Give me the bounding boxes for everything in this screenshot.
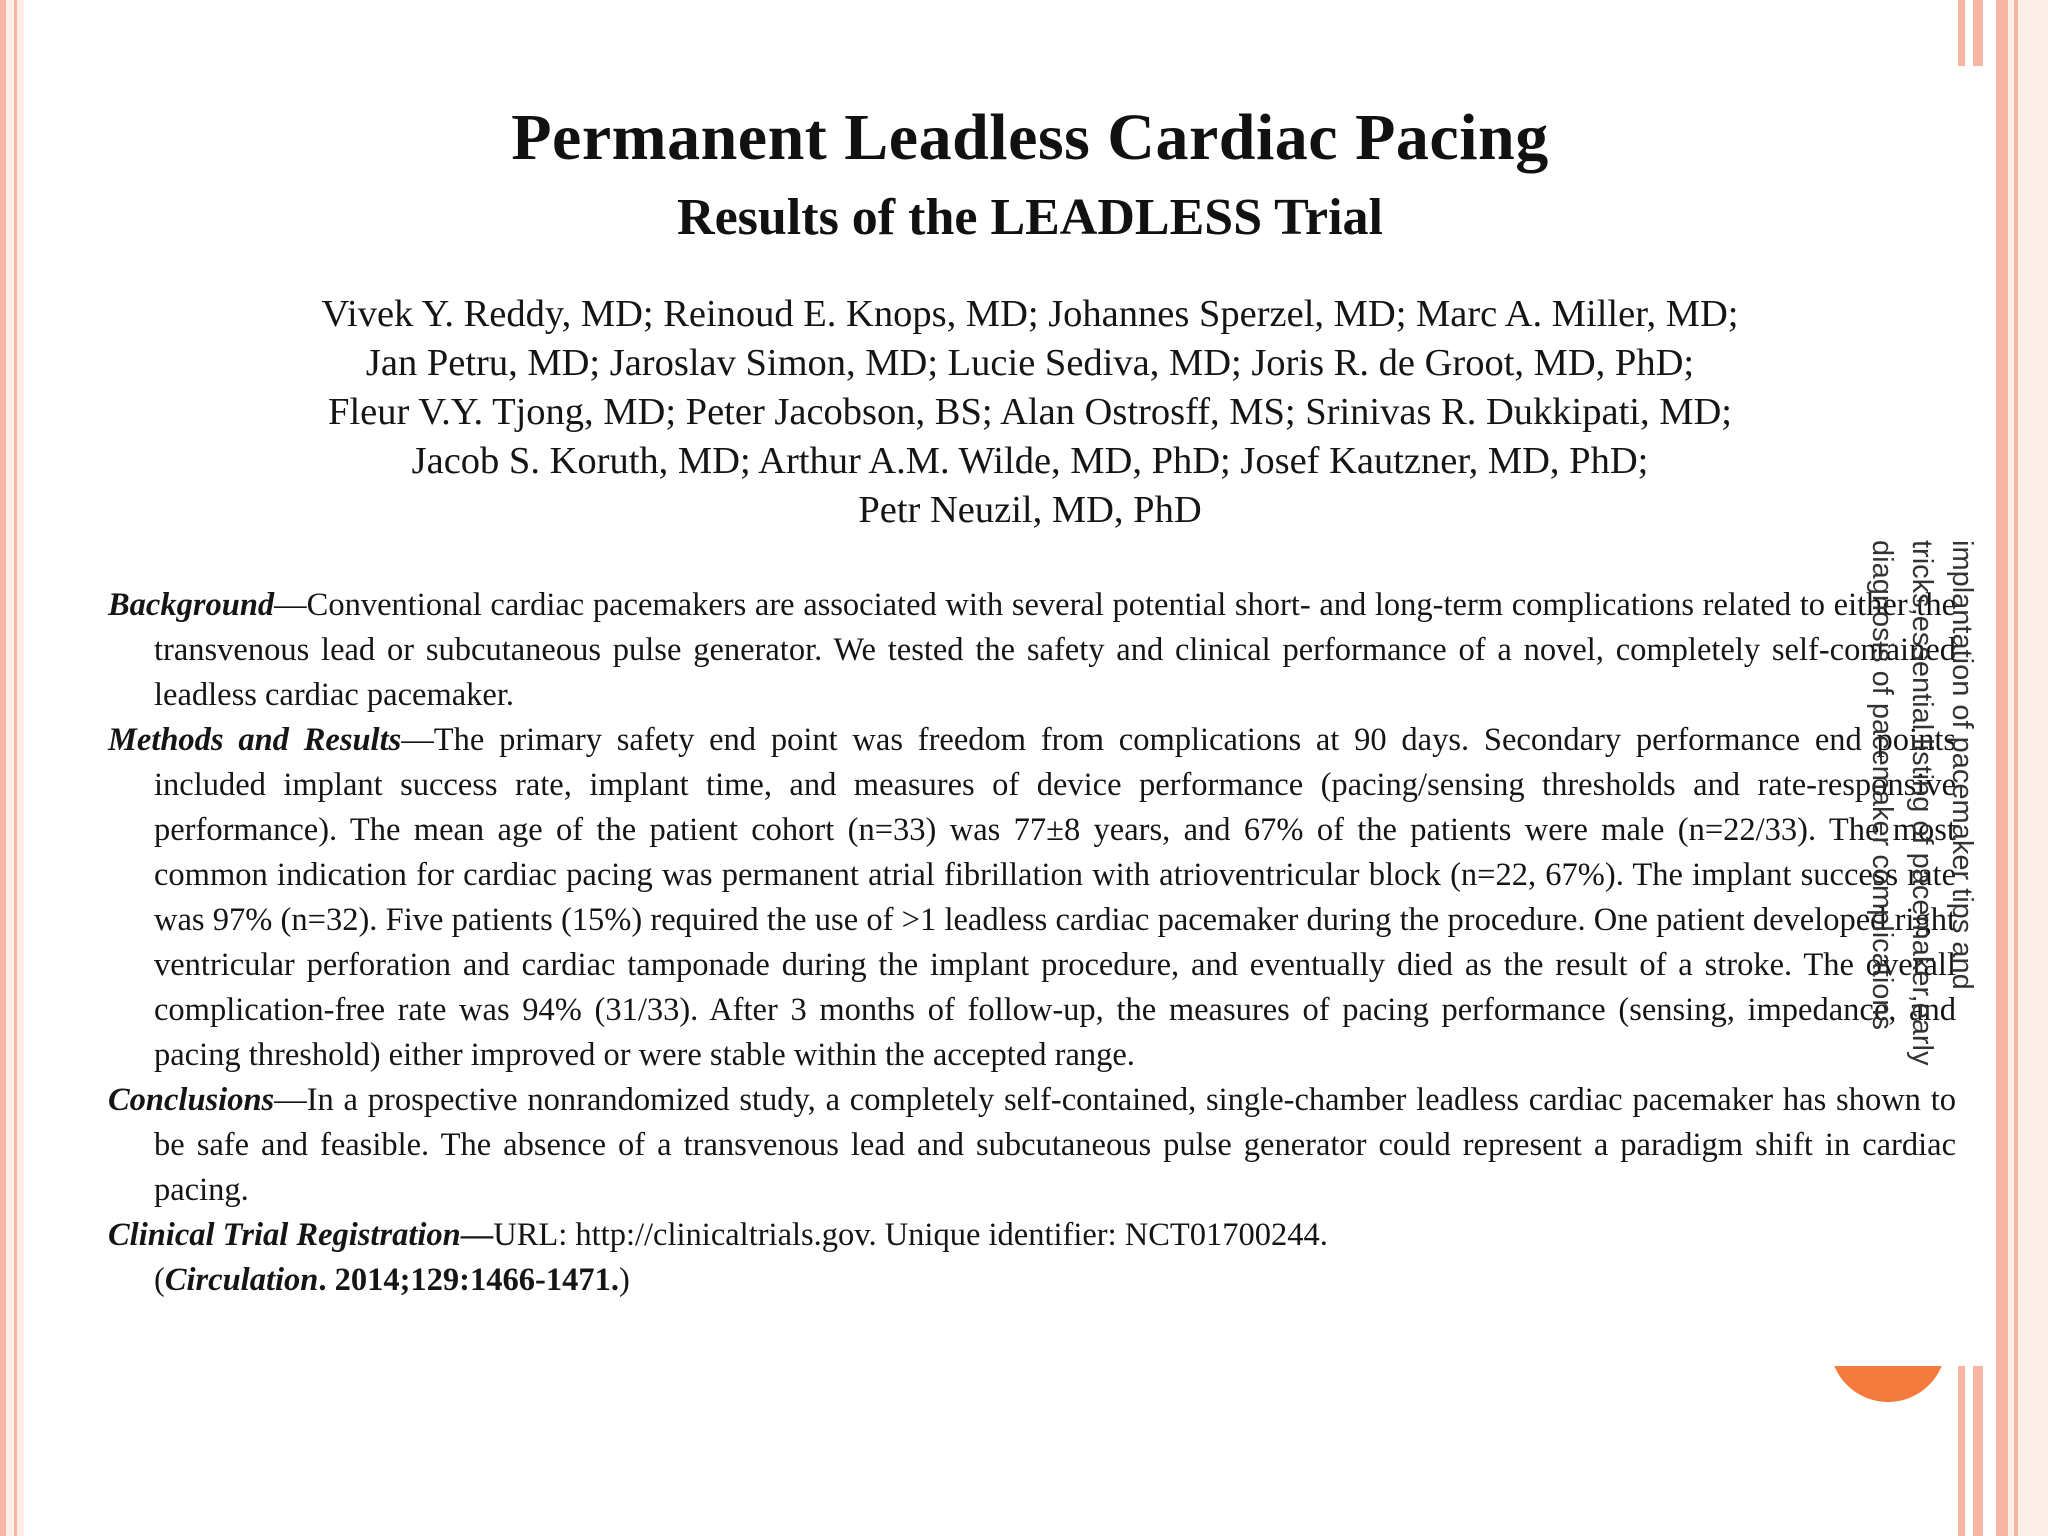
abstract-conclusions: Conclusions—In a prospective nonrandomized study, a completely self-contained, single-chamber leadless cardiac pacemaker has shown to be safe and feasible. The absence of a transvenous lead and subcutaneous pulse generator could represent a paradigm shift in cardiac pacing.	[108, 1082, 1956, 1208]
abstract-registration: Clinical Trial Registration—URL: http://clinicaltrials.gov. Unique identifier: NCT01700244.	[108, 1217, 1328, 1253]
frame-stripe-right-bottom-a	[1958, 1366, 1965, 1536]
conclusions-text: In a prospective nonrandomized study, a completely self-contained, single-chamber leadless cardiac pacemaker has shown to be safe and feasible. The absence of a transvenous lead and subcutaneous pulse generator could represent a paradigm shift in cardiac pacing.	[154, 1082, 1956, 1208]
conclusions-label: Conclusions	[108, 1082, 275, 1118]
methods-text: The primary safety end point was freedom from complications at 90 days. Secondary performance end points included implant success rate, implant time, and measures of device performance (pacing/sensing thresholds and rate-responsive performance). The mean age of the patient cohort (n=33) was 77±8 years, and 67% of the patients were male (n=22/33). The most common indication for cardiac pacing was permanent atrial fibrillation with atrioventricular block (n=22, 67%). The implant success rate was 97% (n=32). Five patients (15%) required the use of >1 leadless cardiac pacemaker during the procedure. One patient developed right ventricular perforation and cardiac tamponade during the implant procedure, and eventually died as the result of a stroke. The overall complication-free rate was 94% (31/33). After 3 months of follow-up, the measures of pacing performance (sensing, impedance, and pacing threshold) either improved or were stable within the accepted range.	[154, 722, 1956, 1073]
methods-label: Methods and Results	[108, 722, 402, 758]
author-line: Fleur V.Y. Tjong, MD; Peter Jacobson, BS; Alan Ostrosff, MS; Srinivas R. Dukkipati, MD;	[328, 391, 1732, 433]
author-line: Jacob S. Koruth, MD; Arthur A.M. Wilde, MD, PhD; Josef Kautzner, MD, PhD;	[411, 440, 1649, 482]
background-text: Conventional cardiac pacemakers are associated with several potential short- and long-term complications related to either the transvenous lead or subcutaneous pulse generator. We tested the safety and clinical performance of a novel, completely self-contained leadless cardiac pacemaker.	[154, 587, 1956, 713]
author-line: Jan Petru, MD; Jaroslav Simon, MD; Lucie Sediva, MD; Joris R. de Groot, MD, PhD;	[365, 342, 1695, 384]
abstract-methods: Methods and Results—The primary safety end point was freedom from complications at 90 days. Secondary performance end points included implant success rate, implant time, and measures of device performance (pacing/sensing thresholds and rate-responsive performance). The mean age of the patient cohort (n=33) was 77±8 years, and 67% of the patients were male (n=22/33). The most common indication for cardiac pacing was permanent atrial fibrillation with atrioventricular block (n=22, 67%). The implant success rate was 97% (n=32). Five patients (15%) required the use of >1 leadless cardiac pacemaker during the procedure. One patient developed right ventricular perforation and cardiac tamponade during the implant procedure, and eventually died as the result of a stroke. The overall complication-free rate was 94% (31/33). After 3 months of follow-up, the measures of pacing performance (sensing, impedance, and pacing threshold) either improved or were stable within the accepted range.	[108, 722, 1956, 1073]
citation: (Circulation. 2014;129:1466-1471.)	[154, 1262, 630, 1298]
background-label: Background	[108, 587, 275, 623]
slide-footer-text: implantation of pacemaker tips and tricks,essential listing of pacemaker,early diagnosis of pacemaker complications	[1866, 540, 1978, 1066]
author-line: Petr Neuzil, MD, PhD	[858, 489, 1202, 531]
citation-journal: Circulation	[164, 1262, 319, 1298]
frame-stripe-right-top-b	[1973, 0, 1983, 66]
author-list	[150, 290, 1910, 535]
author-line: Vivek Y. Reddy, MD; Reinoud E. Knops, MD; Johannes Sperzel, MD; Marc A. Miller, MD;	[321, 293, 1739, 335]
paper-title: Permanent Leadless Cardiac Pacing	[511, 101, 1549, 174]
registration-label: Clinical Trial Registration	[108, 1217, 461, 1253]
frame-stripe-right-bottom-b	[1973, 1366, 1983, 1536]
citation-ref: 2014;129:1466-1471.	[334, 1262, 619, 1298]
frame-stripe-right-top-a	[1958, 0, 1965, 66]
abstract	[108, 583, 1956, 1303]
paper-subtitle: Results of the LEADLESS Trial	[677, 189, 1383, 246]
abstract-background: Background—Conventional cardiac pacemakers are associated with several potential short- and long-term complications related to either the transvenous lead or subcutaneous pulse generator. We tested the safety and clinical performance of a novel, completely self-contained leadless cardiac pacemaker.	[108, 587, 1956, 713]
registration-text: URL: http://clinicaltrials.gov. Unique identifier: NCT01700244.	[493, 1217, 1328, 1253]
